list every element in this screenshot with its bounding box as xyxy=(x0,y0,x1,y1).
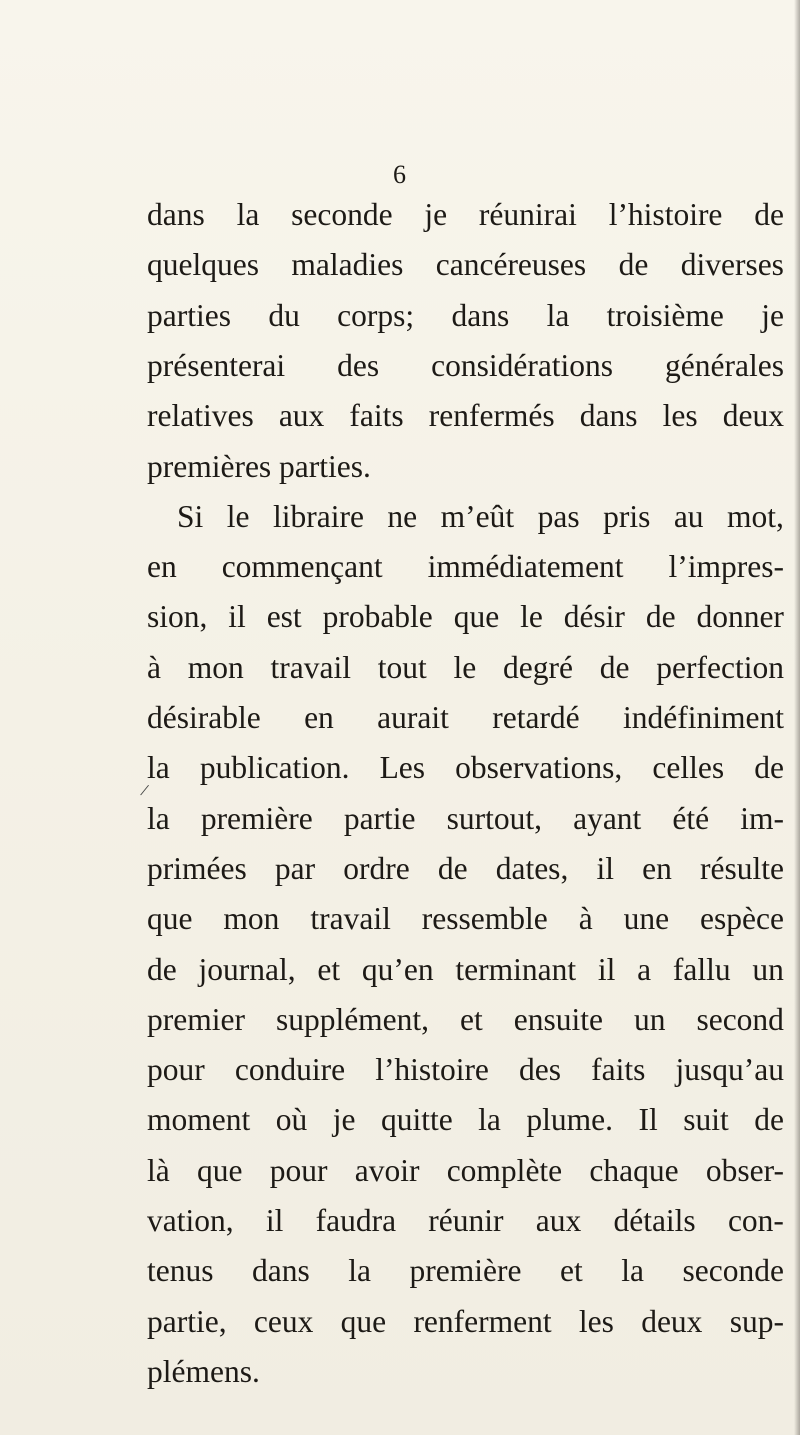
text-line: parties du corps; dans la troisième je xyxy=(147,297,784,333)
text-line: la publication. Les observations, celles de xyxy=(147,750,784,786)
text-line: plémens. xyxy=(147,1353,260,1389)
text-line: désirable en aurait retardé indéfiniment xyxy=(147,700,784,735)
text-line: en commençant immédiatement l’impres- xyxy=(147,549,784,585)
text-line: moment où je quitte la plume. Il suit de xyxy=(147,1102,784,1138)
text-line: pour conduire l’histoire des faits jusqu’au xyxy=(147,1052,784,1088)
text-line: là que pour avoir complète chaque obser- xyxy=(147,1152,784,1188)
text-line: relatives aux faits renfermés dans les deux xyxy=(147,398,784,434)
text-line: vation, il faudra réunir aux détails con- xyxy=(147,1203,784,1238)
text-line: de journal, et qu’en terminant il a fallu un xyxy=(147,951,784,987)
text-line: la première partie surtout, ayant été im- xyxy=(147,800,784,836)
text-line: sion, il est probable que le désir de donner xyxy=(147,599,784,635)
text-line: dans la seconde je réunirai l’histoire de xyxy=(147,197,784,232)
text-line: présenterai des considérations générales xyxy=(147,347,784,383)
page-number: 6 xyxy=(393,160,407,189)
text-line: partie, ceux que renferment les deux sup- xyxy=(147,1303,784,1339)
page-edge-shadow xyxy=(794,0,800,1435)
text-line: Si le libraire ne m’eût pas pris au mot, xyxy=(177,498,784,534)
text-line: premier supplément, et ensuite un second xyxy=(147,1001,784,1037)
text-line: quelques maladies cancéreuses de diverses xyxy=(147,247,784,283)
text-line: primées par ordre de dates, il en résulte xyxy=(147,850,784,886)
text-line: que mon travail ressemble à une espèce xyxy=(147,901,784,937)
text-line: tenus dans la première et la seconde xyxy=(147,1253,784,1289)
text-line: à mon travail tout le degré de perfection xyxy=(147,649,784,685)
text-line: premières parties. xyxy=(147,448,371,484)
margin-mark: / xyxy=(138,779,151,801)
